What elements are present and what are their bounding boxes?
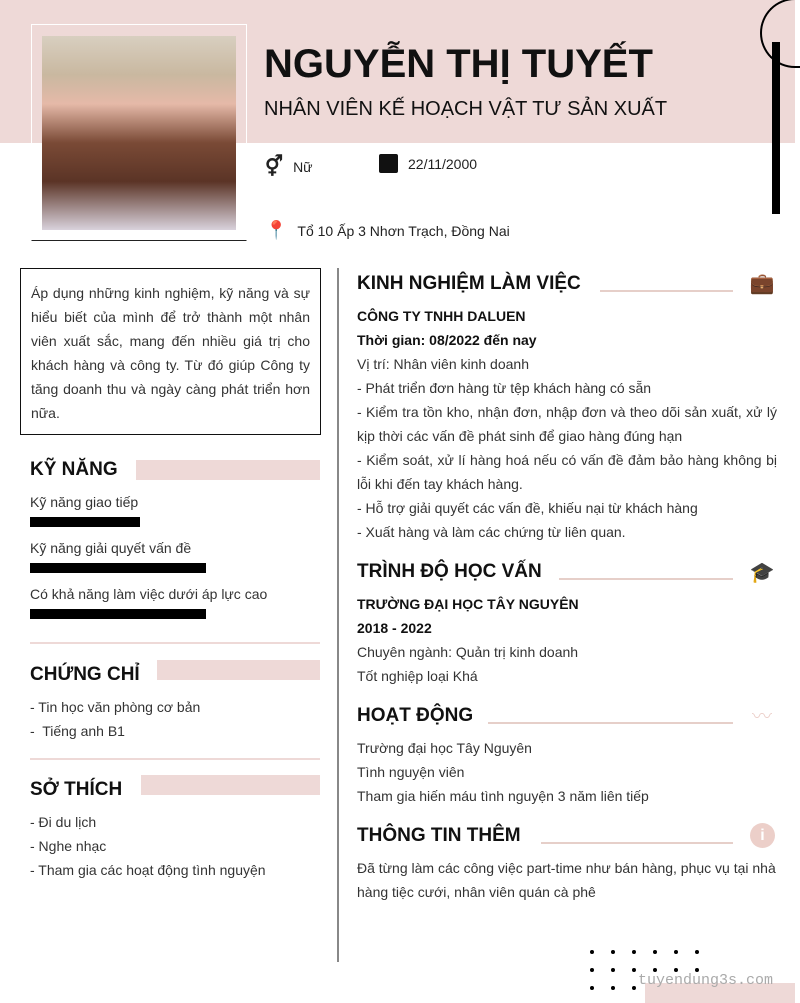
education-line: Chuyên ngành: Quản trị kinh doanh — [357, 644, 579, 660]
calendar-icon — [379, 154, 398, 173]
address-info — [265, 220, 510, 241]
gender-text: Nữ — [293, 158, 313, 175]
heading-bar — [136, 460, 320, 480]
skill-bar — [30, 609, 206, 619]
birthdate-info — [379, 154, 477, 173]
school-name: TRƯỜNG ĐẠI HỌC TÂY NGUYÊN — [357, 596, 579, 612]
address-text: Tổ 10 Ấp 3 Nhơn Trạch, Đồng Nai — [297, 222, 510, 239]
watermark: tuyendung3s.com — [638, 972, 774, 989]
skill-label: Kỹ năng giao tiếp — [30, 494, 139, 510]
profile-photo — [42, 36, 236, 230]
heading-line — [559, 578, 733, 580]
hobby-item: - Tham gia các hoạt động tình nguyện — [30, 862, 266, 878]
graduation-cap-icon: 🎓 — [749, 562, 775, 584]
skills-heading: KỸ NĂNG — [30, 459, 118, 480]
briefcase-icon: 💼 — [749, 273, 775, 295]
hobbies-heading: SỞ THÍCH — [30, 779, 123, 800]
heading-bar — [157, 660, 320, 680]
gender-info — [265, 154, 313, 179]
job-title: NHÂN VIÊN KẾ HOẠCH VẬT TƯ SẢN XUẤT — [264, 98, 668, 120]
heading-line — [600, 290, 733, 292]
pulse-icon: 〰 — [752, 706, 772, 728]
full-name: NGUYỄN THỊ TUYẾT — [264, 42, 653, 86]
additional-heading: THÔNG TIN THÊM — [357, 825, 521, 846]
decorative-bar — [772, 42, 780, 214]
experience-line: - Kiểm soát, xử lí hàng hoá nếu có vấn đề đảm bảo hàng không bị lỗi khi đến tay khách hàng. — [357, 452, 777, 492]
hobby-item: - Đi du lịch — [30, 814, 97, 830]
experience-line: - Kiểm tra tồn kho, nhận đơn, nhập đơn và theo dõi sản xuất, xử lý kịp thời các vấn đề phát sinh để giao hàng đúng hạn — [357, 404, 777, 444]
heading-line — [541, 842, 733, 844]
activity-line: Tham gia hiến máu tình nguyện 3 năm liên tiếp — [357, 788, 649, 804]
experience-line: Vị trí: Nhân viên kinh doanh — [357, 356, 529, 372]
skill-label: Có khả năng làm việc dưới áp lực cao — [30, 586, 268, 602]
certificate-item: - Tiếng anh B1 — [30, 723, 125, 739]
skill-bar — [30, 563, 206, 573]
experience-line: - Phát triển đơn hàng từ tệp khách hàng có sẵn — [357, 380, 652, 396]
education-heading: TRÌNH ĐỘ HỌC VẤN — [357, 561, 542, 582]
experience-line: - Xuất hàng và làm các chứng từ liên quan. — [357, 524, 626, 540]
divider — [30, 642, 320, 644]
heading-line — [488, 722, 733, 724]
study-years: 2018 - 2022 — [357, 620, 432, 636]
skill-label: Kỹ năng giải quyết vấn đề — [30, 540, 192, 556]
experience-heading: KINH NGHIỆM LÀM VIỆC — [357, 273, 581, 294]
experience-line: - Hỗ trợ giải quyết các vấn đề, khiếu nại từ khách hàng — [357, 500, 698, 516]
activities-heading: HOẠT ĐỘNG — [357, 705, 474, 726]
education-body — [357, 592, 777, 688]
education-line: Tốt nghiệp loại Khá — [357, 668, 478, 684]
additional-text: Đã từng làm các công việc part-time như bán hàng, phục vụ tại nhà hàng tiệc cưới, nhân viên quán cà phê — [357, 860, 776, 900]
gender-icon: ⚥ — [265, 156, 284, 178]
heading-bar — [141, 775, 320, 795]
column-divider — [337, 268, 339, 962]
divider — [30, 758, 320, 760]
work-period: Thời gian: 08/2022 đến nay — [357, 332, 537, 348]
career-objective: Áp dụng những kinh nghiệm, kỹ năng và sự hiểu biết của mình để trở thành một nhân viên xuất sắc, mang đến nhiều giá trị cho khách hàng và công ty. Từ đó giúp Công ty tăng doanh thu và ngày càng phát triển hơn nữa. — [20, 268, 321, 435]
birthdate-text: 22/11/2000 — [408, 155, 478, 172]
info-icon: i — [750, 823, 775, 848]
certificates-heading: CHỨNG CHỈ — [30, 664, 140, 685]
activity-line: Tình nguyện viên — [357, 764, 465, 780]
certificate-item: - Tin học văn phòng cơ bản — [30, 699, 201, 715]
activity-line: Trường đại học Tây Nguyên — [357, 740, 532, 756]
company-name: CÔNG TY TNHH DALUEN — [357, 308, 526, 324]
activities-body — [357, 736, 777, 808]
skill-bar — [30, 517, 140, 527]
location-pin-icon: 📍 — [265, 220, 288, 240]
experience-body — [357, 304, 777, 544]
hobby-item: - Nghe nhạc — [30, 838, 107, 854]
